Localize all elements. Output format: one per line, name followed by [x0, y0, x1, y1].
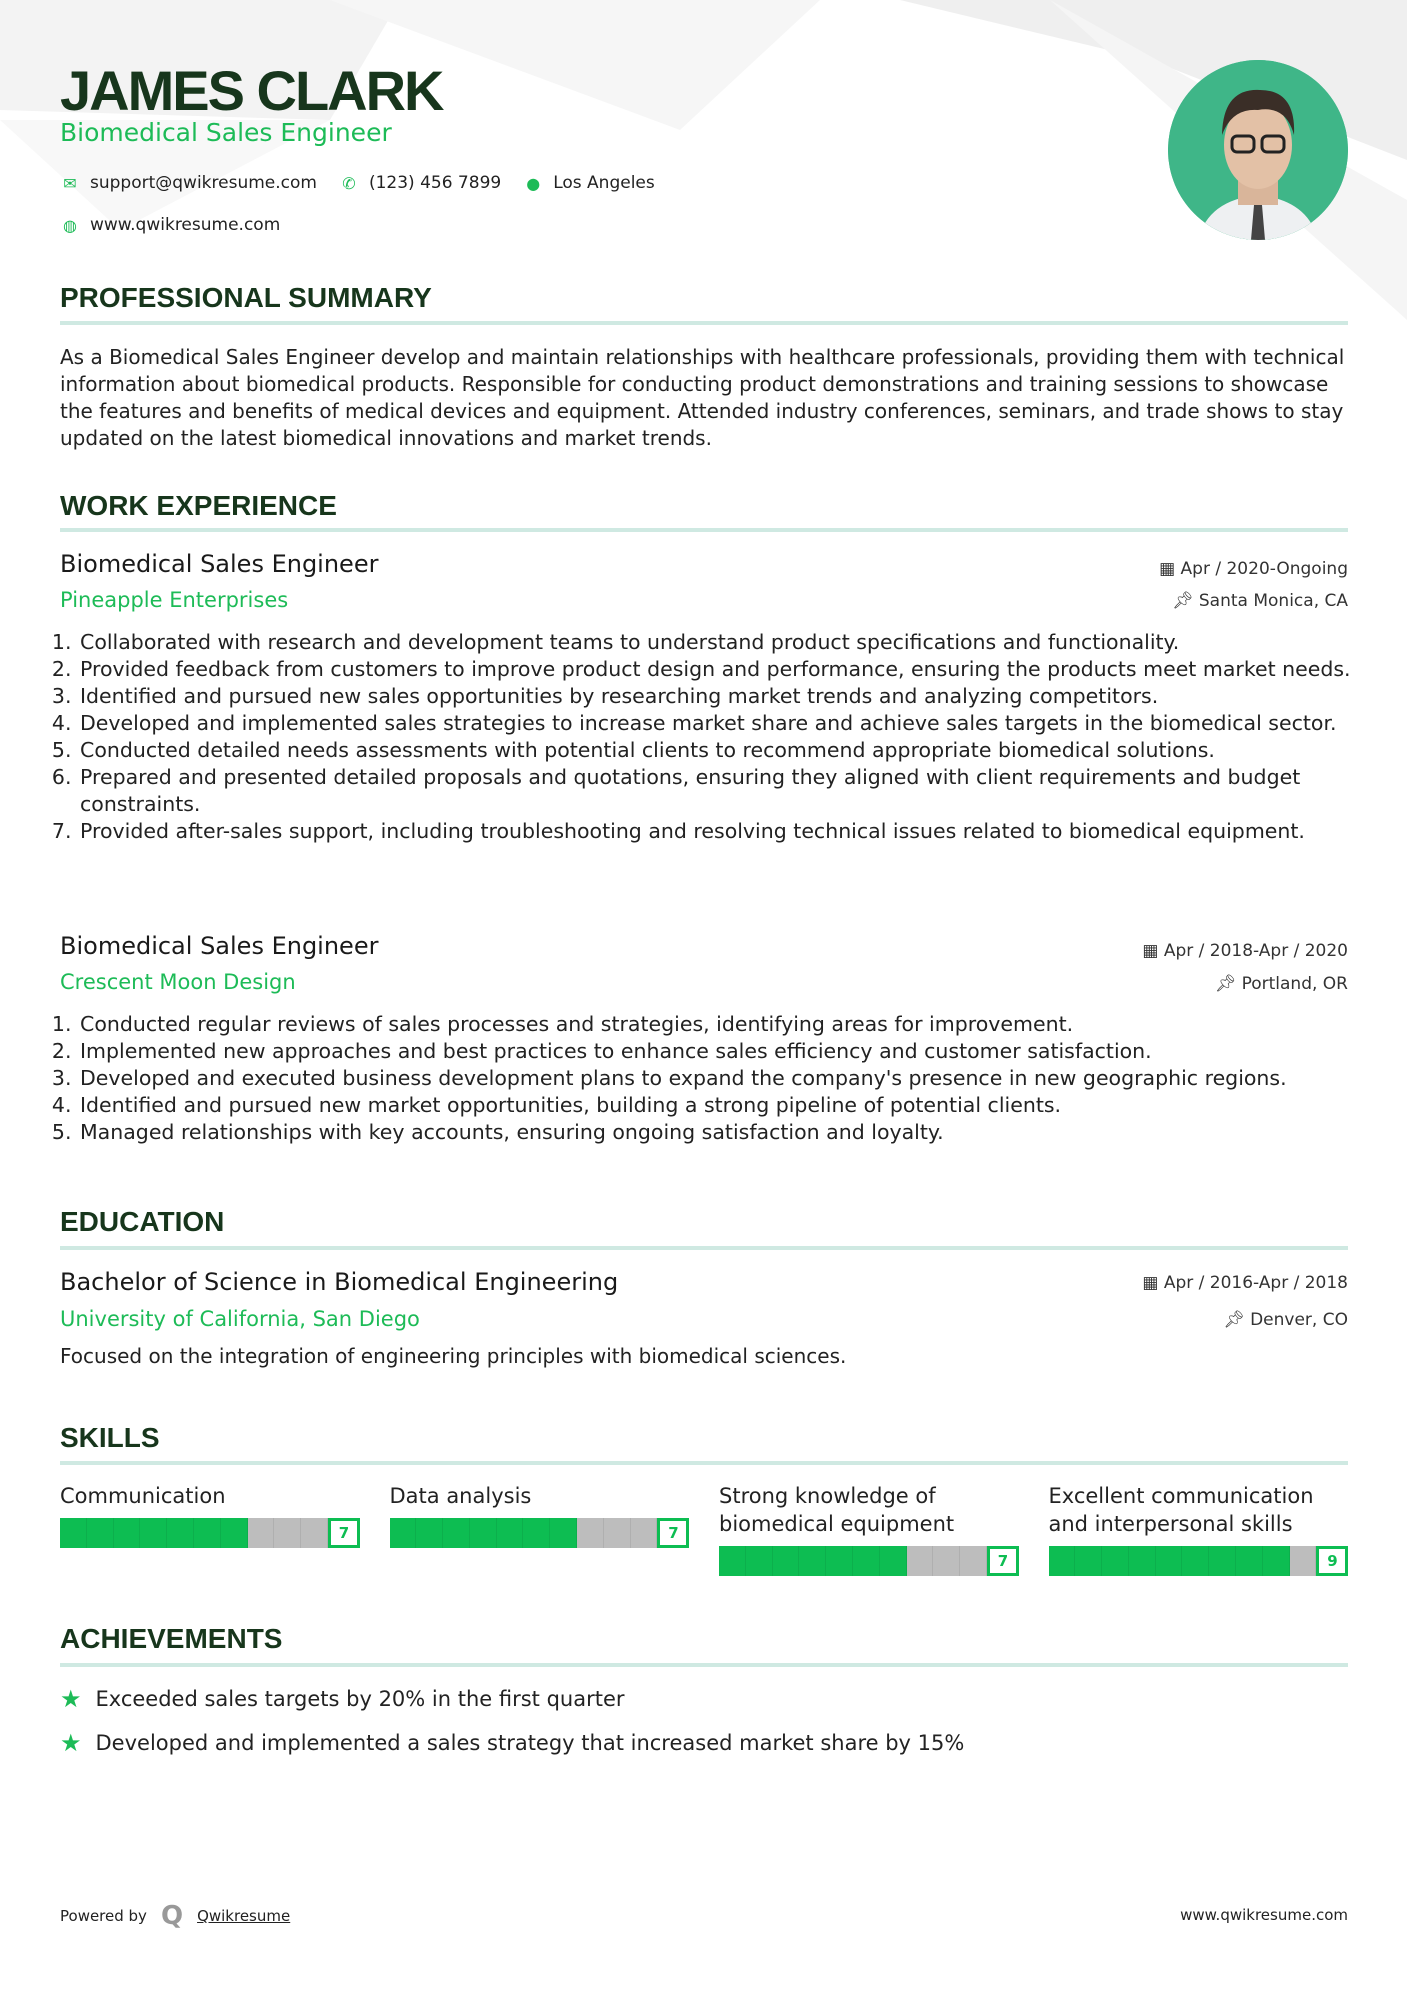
skill-segment — [523, 1518, 550, 1548]
education-heading: EDUCATION — [60, 1206, 225, 1237]
education-description: Focused on the integration of engineering principles with biomedical sciences. — [60, 1344, 847, 1368]
skill-segment — [248, 1518, 275, 1548]
phone: (123) 456 7899 — [368, 173, 502, 193]
skill-segment — [631, 1518, 658, 1548]
skill-segment — [853, 1546, 880, 1576]
skill-bar — [719, 1546, 1019, 1576]
bullet: 4. Developed and implemented sales strategies to increase market share and achieve sales targets in the biomedical sector. — [78, 710, 1360, 737]
job-title: Biomedical Sales Engineer — [60, 932, 379, 960]
bullet: 2. Implemented new approaches and best practices to enhance sales efficiency and customer satisfaction. — [78, 1038, 1360, 1065]
job-company: Crescent Moon Design — [60, 970, 296, 994]
summary-heading: PROFESSIONAL SUMMARY — [60, 282, 432, 313]
globe-icon: ◍ — [63, 215, 77, 235]
location: Los Angeles — [553, 173, 655, 193]
star-icon: ★ — [60, 1729, 82, 1757]
summary-text: As a Biomedical Sales Engineer develop and maintain relationships with healthcare professionals, providing them with technical information about biomedical products. Responsible for conducting product demonstrations and training sessions to showcase the features and benefits of medical devices and equipment. Attended industry conferences, seminars, and trade shows to stay updated on the latest biomedical innovations and market trends. — [60, 345, 1345, 450]
skill-segment — [274, 1518, 301, 1548]
skill-segment — [1156, 1546, 1183, 1576]
skill-bar — [60, 1518, 360, 1548]
bullet: 3. Developed and executed business development plans to expand the company's presence in new geographic regions. — [78, 1065, 1360, 1092]
brand-link[interactable]: Qwikresume — [197, 1907, 291, 1925]
job-date: ▦ Apr / 2020-Ongoing — [1159, 559, 1348, 579]
bullet: 2. Provided feedback from customers to improve product design and performance, ensuring the products meet market needs. — [78, 656, 1360, 683]
skill-segment — [1049, 1546, 1076, 1576]
skill-segment — [1075, 1546, 1102, 1576]
job-company: Pineapple Enterprises — [60, 588, 289, 612]
bullet: 1. Conducted regular reviews of sales processes and strategies, identifying areas for improvement. — [78, 1011, 1360, 1038]
skill-segment — [826, 1546, 853, 1576]
skill-segment — [301, 1518, 328, 1548]
achievement-item: ★ Exceeded sales targets by 20% in the first quarter — [60, 1685, 625, 1713]
candidate-title: Biomedical Sales Engineer — [60, 118, 392, 147]
skill-segment — [773, 1546, 800, 1576]
degree: Bachelor of Science in Biomedical Engineering — [60, 1268, 619, 1296]
skill-segment — [416, 1518, 443, 1548]
skill-bar — [390, 1518, 690, 1548]
skill-segment — [194, 1518, 221, 1548]
skill-segment — [390, 1518, 417, 1548]
skill-segment — [719, 1546, 746, 1576]
skill-segment — [933, 1546, 960, 1576]
skill-segment — [140, 1518, 167, 1548]
bullet: 3. Identified and pursued new sales opportunities by researching market trends and analyzing competitors. — [78, 683, 1360, 710]
skill-item — [719, 1482, 1019, 1576]
skill-segment — [799, 1546, 826, 1576]
skill-segment — [167, 1518, 194, 1548]
website-row — [60, 215, 280, 235]
bullet: 5. Managed relationships with key accounts, ensuring ongoing satisfaction and loyalty. — [78, 1119, 1360, 1146]
achievements-heading: ACHIEVEMENTS — [60, 1623, 283, 1654]
skill-segment — [443, 1518, 470, 1548]
education-location: 📌︎ Denver, CO — [1223, 1310, 1348, 1330]
bullet: 1. Collaborated with research and development teams to understand product specifications and functionality. — [78, 629, 1360, 656]
skill-segment — [1290, 1546, 1317, 1576]
skill-level: 7 — [328, 1518, 360, 1548]
pin-icon: 📌︎ — [1214, 974, 1242, 994]
school: University of California, San Diego — [60, 1307, 420, 1331]
skill-item — [1049, 1482, 1349, 1576]
phone-icon: ✆ — [342, 173, 356, 193]
star-icon: ★ — [60, 1685, 82, 1713]
achievement-item: ★ Developed and implemented a sales strategy that increased market share by 15% — [60, 1729, 965, 1757]
skill-segment — [880, 1546, 907, 1576]
bullet: 5. Conducted detailed needs assessments with potential clients to recommend appropriate biomedical solutions. — [78, 737, 1360, 764]
skill-level: 9 — [1316, 1546, 1348, 1576]
skill-segment — [577, 1518, 604, 1548]
divider — [60, 321, 1348, 325]
skill-bar — [1049, 1546, 1349, 1576]
skill-segment — [221, 1518, 248, 1548]
job-location: 📌︎ Portland, OR — [1214, 974, 1348, 994]
skills-heading: SKILLS — [60, 1422, 160, 1453]
skill-segment — [470, 1518, 497, 1548]
pin-icon: 📌︎ — [1171, 591, 1199, 611]
qwikresume-logo-icon: Q — [160, 1901, 184, 1931]
divider — [60, 1461, 1348, 1465]
job-bullets — [60, 629, 1360, 845]
calendar-icon: ▦ — [1159, 559, 1181, 579]
divider — [60, 1663, 1348, 1667]
skill-segment — [87, 1518, 114, 1548]
skill-segment — [550, 1518, 577, 1548]
job-date: ▦ Apr / 2018-Apr / 2020 — [1142, 941, 1348, 961]
email[interactable]: support@qwikresume.com — [90, 173, 317, 193]
skill-segment — [497, 1518, 524, 1548]
skill-segment — [1209, 1546, 1236, 1576]
skill-name: Communication — [60, 1484, 226, 1508]
bullet: 7. Provided after-sales support, including troubleshooting and resolving technical issues related to biomedical equipment. — [78, 818, 1360, 845]
pin-icon: 📌︎ — [1223, 1310, 1251, 1330]
footer-website[interactable]: www.qwikresume.com — [1180, 1906, 1348, 1924]
skill-segment — [1182, 1546, 1209, 1576]
skill-name: Excellent communication and interpersonal skills — [1048, 1484, 1314, 1536]
contact-row — [60, 173, 655, 193]
profile-photo — [1168, 60, 1348, 240]
skill-segment — [1263, 1546, 1290, 1576]
website[interactable]: www.qwikresume.com — [90, 215, 281, 235]
job-bullets — [60, 1011, 1360, 1146]
skill-segment — [1102, 1546, 1129, 1576]
divider — [60, 1246, 1348, 1250]
job-location: 📌︎ Santa Monica, CA — [1171, 591, 1348, 611]
location-pin-icon: ● — [526, 173, 541, 193]
bullet: 6. Prepared and presented detailed proposals and quotations, ensuring they aligned with client requirements and budget constraints. — [78, 764, 1360, 818]
skill-name: Data analysis — [389, 1484, 532, 1508]
skill-segment — [60, 1518, 87, 1548]
candidate-name: JAMES CLARK — [60, 59, 443, 122]
skill-segment — [604, 1518, 631, 1548]
skill-segment — [1236, 1546, 1263, 1576]
work-heading: WORK EXPERIENCE — [60, 490, 337, 521]
skill-segment — [907, 1546, 934, 1576]
skill-level: 7 — [657, 1518, 689, 1548]
skill-item — [60, 1482, 360, 1548]
email-icon: ✉ — [63, 173, 77, 193]
skill-name: Strong knowledge of biomedical equipment — [719, 1484, 955, 1536]
skill-segment — [1129, 1546, 1156, 1576]
skill-segment — [960, 1546, 987, 1576]
skill-segment — [746, 1546, 773, 1576]
calendar-icon: ▦ — [1142, 941, 1164, 961]
bullet: 4. Identified and pursued new market opportunities, building a strong pipeline of potential clients. — [78, 1092, 1360, 1119]
skill-segment — [114, 1518, 141, 1548]
skill-item — [390, 1482, 690, 1548]
job-title: Biomedical Sales Engineer — [60, 550, 379, 578]
skill-level: 7 — [987, 1546, 1019, 1576]
education-date: ▦ Apr / 2016-Apr / 2018 — [1142, 1273, 1348, 1293]
footer-powered: Powered by Q Qwikresume — [60, 1901, 291, 1931]
divider — [60, 528, 1348, 532]
calendar-icon: ▦ — [1142, 1273, 1164, 1293]
